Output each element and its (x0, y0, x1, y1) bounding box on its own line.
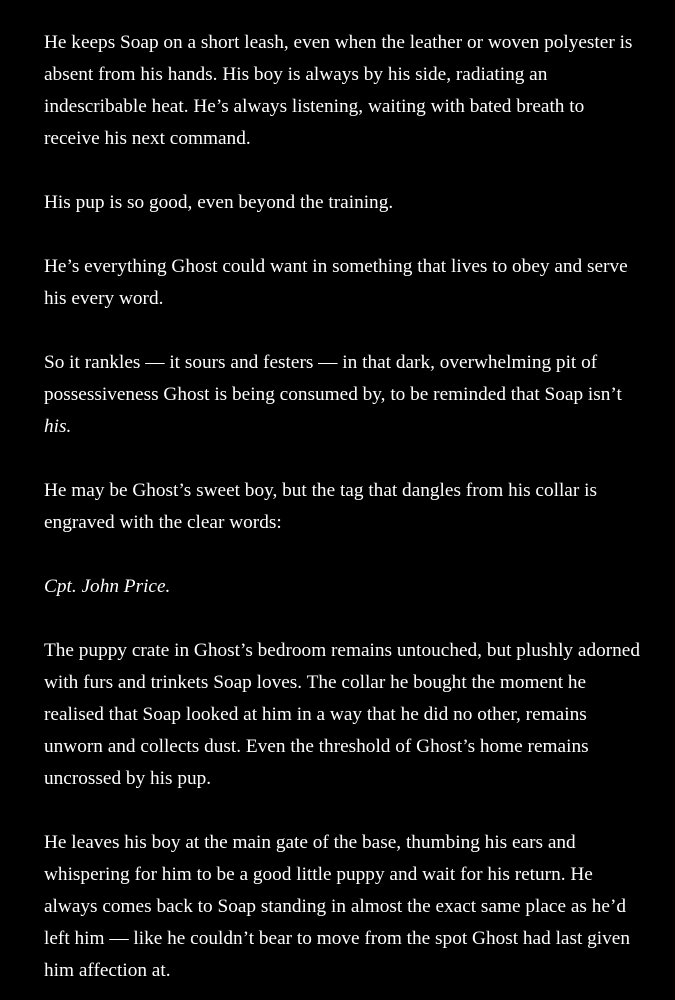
paragraph-everything-ghost-wants: He’s everything Ghost could want in something that lives to obey and serve his every word. (44, 256, 628, 309)
paragraph-it-rankles (44, 347, 644, 443)
paragraph-tag-engraving: Cpt. John Price. (44, 576, 171, 597)
paragraph-collar-tag: He may be Ghost’s sweet boy, but the tag that dangles from his collar is engraved with the clear words: (44, 480, 597, 533)
paragraph-puppy-crate: The puppy crate in Ghost’s bedroom remains untouched, but plushly adorned with furs and trinkets Soap loves. The collar he bought the moment he realised that Soap looked at him in a way that he did no other, remains unworn and collects dust. Even the threshold of Ghost’s home remains uncrossed by his pup. (44, 640, 640, 789)
story-text-body (44, 27, 644, 987)
paragraph-short-leash: He keeps Soap on a short leash, even when the leather or woven polyester is absent from his hands. His boy is always by his side, radiating an indescribable heat. He’s always listening, waiting with bated breath to receive his next command. (44, 32, 633, 149)
paragraph-pup-so-good: His pup is so good, even beyond the training. (44, 192, 394, 213)
rankles-emphasis: his. (44, 416, 72, 437)
paragraph-main-gate: He leaves his boy at the main gate of the base, thumbing his ears and whispering for him to be a good little puppy and wait for his return. He always comes back to Soap standing in almost the exact same place as he’d left him — like he couldn’t bear to move from the spot Ghost had last given him affection at. (44, 832, 630, 981)
rankles-text: So it rankles — it sours and festers — in that dark, overwhelming pit of possessiveness Ghost is being consumed by, to be reminded that Soap isn’t (44, 352, 622, 405)
